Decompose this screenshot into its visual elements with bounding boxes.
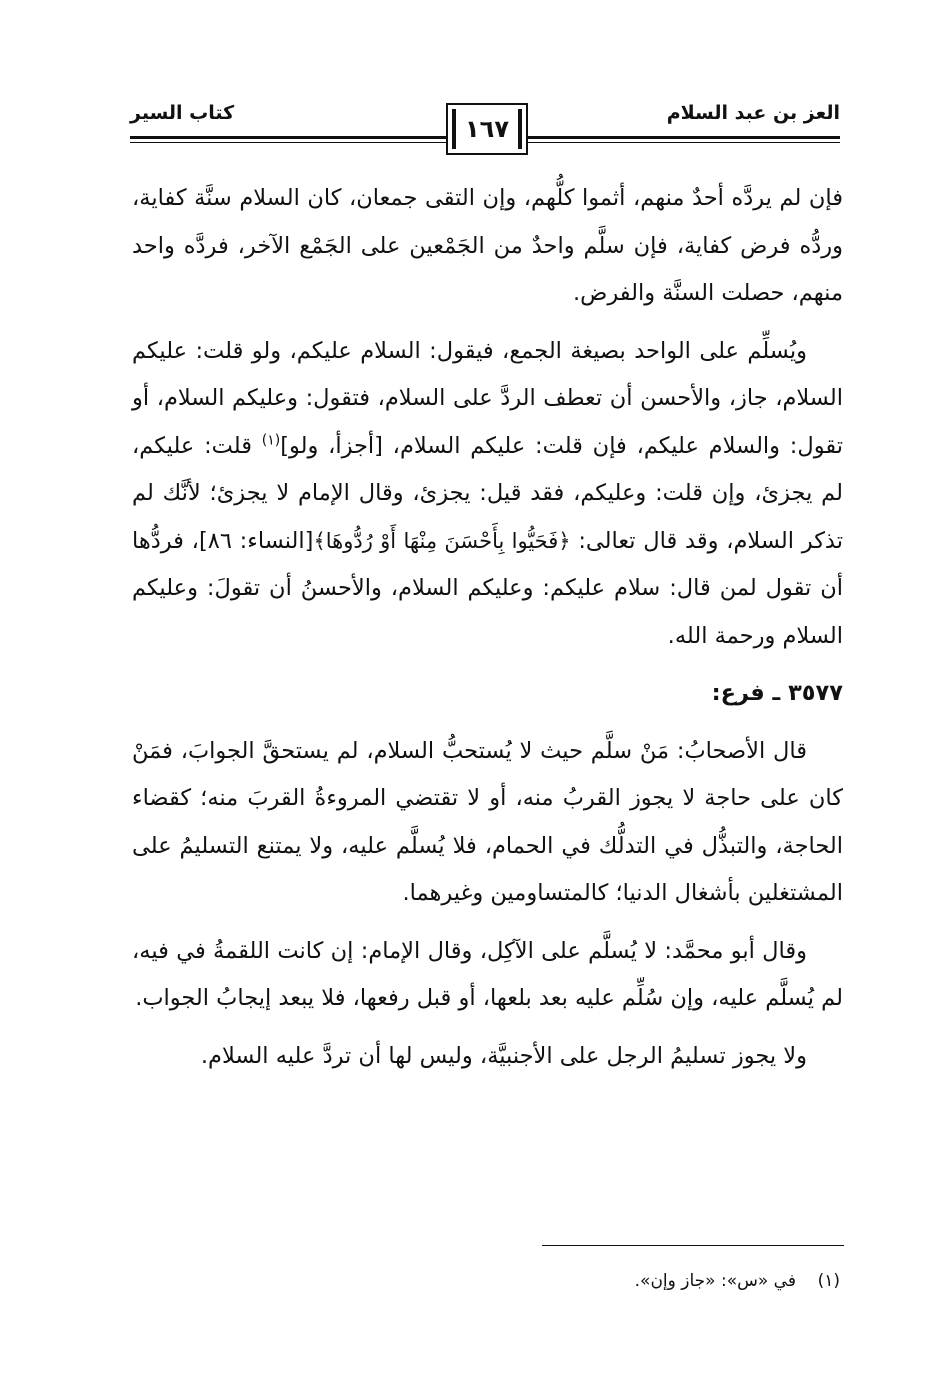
footnote-number: (١) — [817, 1271, 840, 1291]
paragraph-greeting-reply — [132, 328, 843, 661]
paragraph: فإن لم يردَّه أحدٌ منهم، أثموا كلُّهم، وإن التقى جمعان، كان السلام سنَّة كفاية، وردُّه فرض كفاية، فإن سلَّم واحدٌ من الجَمْعين على الجَمْع الآخر، فردَّه واحد منهم، حصلت السنَّة والفرض. — [132, 185, 843, 306]
text-run: قلت: عليكم، لم يجزئ، وإن قلت: وعليكم، فقد قيل: يجزئ، وقال الإمام لا يجزئ؛ لأنَّك لم تذكر السلام، وقد قال تعالى: — [132, 432, 843, 554]
quran-verse: ﴿فَحَيُّوا بِأَحْسَنَ مِنْهَا أَوْ رُدُّوهَا﴾ — [313, 528, 571, 553]
footnote-text: في «س»: «جاز وإن». — [634, 1271, 796, 1291]
page-number-frame — [446, 103, 528, 155]
section-heading: ٣٥٧٧ ـ فرع: — [711, 680, 843, 706]
footnote-rule — [542, 1245, 844, 1246]
paragraph: ولا يجوز تسليمُ الرجل على الأجنبيَّة، وليس لها أن تردَّ عليه السلام. — [200, 1042, 807, 1069]
footnote — [240, 1267, 840, 1295]
text-run: ويُسلِّم على الواحد بصيغة الجمع، فيقول: السلام عليكم، ولو قلت: عليكم السلام، جاز، والأحسن أن تعطف الردَّ على السلام، فتقول: وعليكم السلام، أو تقول: والسلام عليكم، فإن قلت: عليكم السلام، [أجزأ، ولو] — [132, 337, 843, 459]
paragraph: قال الأصحابُ: مَنْ سلَّم حيث لا يُستحبُّ السلام، لم يستحقَّ الجوابَ، فمَنْ كان على حاجة لا يجوز القربُ منه، أو لا تقتضي المروءةُ القربَ منه؛ كقضاء الحاجة، والتبذُّل في التدلُّك في الحمام، فلا يُسلَّم عليه، ولا يمتنع التسليمُ على المشتغلين بأشغال الدنيا؛ كالمتساومين وغيرهما. — [132, 737, 843, 906]
text-run: [النساء: ٨٦]، فردُّها أن تقول لمن قال: سلام عليكم: وعليكم السلام، والأحسنُ أن تقولَ: وعليكم السلام ورحمة الله. — [132, 527, 843, 649]
running-head-section: كتاب السير — [130, 102, 235, 124]
paragraph: وقال أبو محمَّد: لا يُسلَّم على الآكِل، وقال الإمام: إن كانت اللقمةُ في فيه، لم يُسلَّم عليه، وإن سُلِّم عليه بعد بلعها، أو قبل رفعها، فلا يبعد إيجابُ الجواب. — [132, 937, 843, 1011]
footnote-marker: (١) — [261, 432, 281, 448]
running-head-author: العز بن عبد السلام — [666, 102, 840, 124]
page-number: ١٦٧ — [465, 115, 509, 143]
main-text — [132, 175, 843, 1080]
